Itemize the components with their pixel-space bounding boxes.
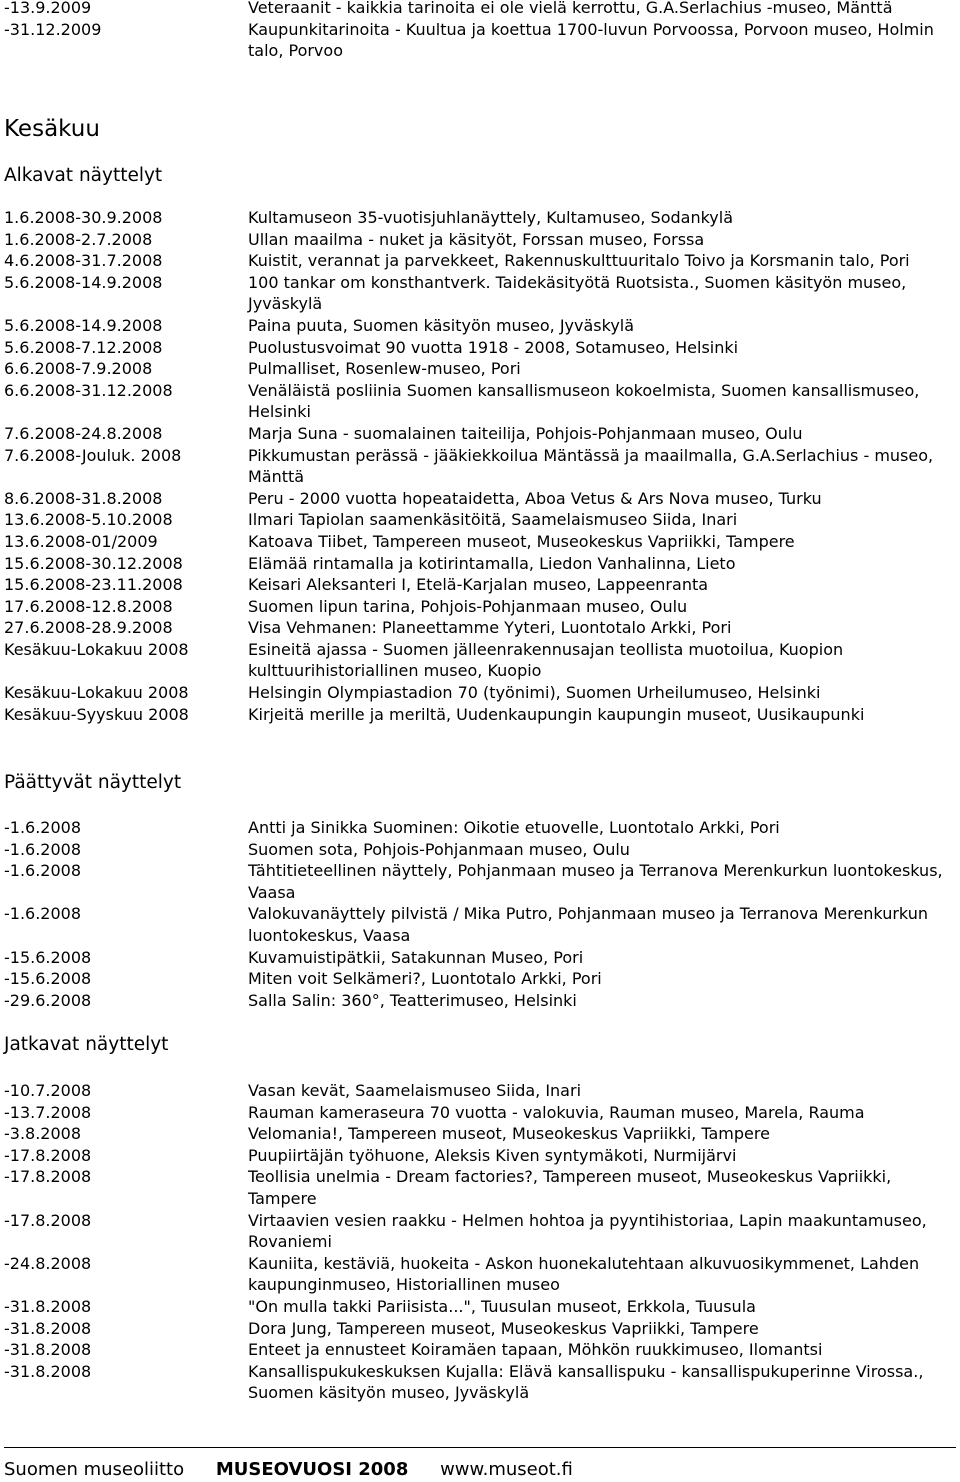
list-item bbox=[0, 617, 960, 639]
exhibition-date: -31.8.2008 bbox=[4, 1296, 92, 1316]
list-item bbox=[0, 903, 960, 946]
exhibition-text: Pikkumustan perässä - jääkiekkoilua Mäntässä ja maailmalla, G.A.Serlachius - museo, Mänttä bbox=[248, 445, 934, 487]
footer-url[interactable]: www.museot.fi bbox=[440, 1459, 573, 1480]
exhibition-text: Virtaavien vesien raakku - Helmen hohtoa ja pyyntihistoriaa, Lapin maakuntamuseo, Rovaniemi bbox=[248, 1210, 927, 1252]
exhibition-text: Velomania!, Tampereen museot, Museokeskus Vapriikki, Tampere bbox=[248, 1124, 770, 1144]
exhibition-text: Ullan maailma - nuket ja käsityöt, Forssan museo, Forssa bbox=[248, 229, 705, 249]
exhibition-date: 1.6.2008-2.7.2008 bbox=[4, 229, 153, 249]
exhibition-date: -17.8.2008 bbox=[4, 1167, 92, 1187]
list-item bbox=[0, 423, 960, 445]
exhibition-text: Kirjeitä merille ja meriltä, Uudenkaupungin kaupungin museot, Uusikaupunki bbox=[248, 704, 865, 724]
exhibition-text: Salla Salin: 360°, Teatterimuseo, Helsinki bbox=[248, 990, 577, 1010]
exhibition-text: Helsingin Olympiastadion 70 (työnimi), Suomen Urheilumuseo, Helsinki bbox=[248, 683, 821, 703]
list-item bbox=[0, 682, 960, 704]
exhibition-text: Esineitä ajassa - Suomen jälleenrakennusajan teollista muotoilua, Kuopion kulttuurihistoriallinen museo, Kuopio bbox=[248, 639, 844, 681]
exhibition-date: -17.8.2008 bbox=[4, 1210, 92, 1230]
list-item bbox=[0, 1253, 960, 1296]
exhibition-date: -10.7.2008 bbox=[4, 1081, 92, 1100]
list-item bbox=[0, 990, 960, 1012]
list-item bbox=[0, 1102, 960, 1124]
exhibition-date: -31.8.2008 bbox=[4, 1318, 92, 1338]
exhibition-text: Kauniita, kestäviä, huokeita - Askon huonekalutehtaan alkuvuosikymmenet, Lahden kaupunginmuseo, Historiallinen museo bbox=[248, 1253, 920, 1295]
exhibition-text: Pulmalliset, Rosenlew-museo, Pori bbox=[248, 359, 521, 379]
list-item bbox=[0, 1210, 960, 1253]
footer-title: MUSEOVUOSI 2008 bbox=[215, 1459, 409, 1480]
exhibition-text: Valokuvanäyttely pilvistä / Mika Putro, Pohjanmaan museo ja Terranova Merenkurkun luontokeskus, Vaasa bbox=[248, 904, 928, 945]
exhibition-text: Marja Suna - suomalainen taiteilija, Pohjois-Pohjanmaan museo, Oulu bbox=[248, 423, 803, 443]
exhibition-date: 17.6.2008-12.8.2008 bbox=[4, 596, 173, 616]
exhibition-date: 7.6.2008-Jouluk. 2008 bbox=[4, 445, 182, 465]
exhibition-date: -1.6.2008 bbox=[4, 839, 82, 859]
exhibition-text: Suomen sota, Pohjois-Pohjanmaan museo, Oulu bbox=[248, 839, 630, 859]
list-item bbox=[0, 445, 960, 488]
section-heading-alkavat: Alkavat näyttelyt bbox=[4, 165, 163, 186]
exhibition-text: Paina puuta, Suomen käsityön museo, Jyväskylä bbox=[248, 315, 635, 335]
section-list-jatkavat bbox=[0, 1080, 960, 1404]
exhibition-date: -15.6.2008 bbox=[4, 969, 92, 989]
exhibition-text: Keisari Aleksanteri I, Etelä-Karjalan museo, Lappeenranta bbox=[248, 575, 709, 595]
list-item bbox=[0, 0, 960, 19]
list-item bbox=[0, 553, 960, 575]
list-item bbox=[0, 968, 960, 990]
list-item bbox=[0, 358, 960, 380]
exhibition-date: -13.9.2009 bbox=[4, 0, 92, 17]
exhibition-text: Peru - 2000 vuotta hopeataidetta, Aboa Vetus & Ars Nova museo, Turku bbox=[248, 488, 822, 508]
exhibition-text: Tähtitieteellinen näyttely, Pohjanmaan museo ja Terranova Merenkurkun luontokeskus, Vaasa bbox=[248, 861, 943, 902]
list-item bbox=[0, 207, 960, 229]
list-item bbox=[0, 315, 960, 337]
exhibition-date: 6.6.2008-31.12.2008 bbox=[4, 380, 173, 400]
section-heading-paattyvat: Päättyvät näyttelyt bbox=[4, 772, 182, 793]
exhibition-text: Vasan kevät, Saamelaismuseo Siida, Inari bbox=[248, 1081, 582, 1100]
list-item bbox=[0, 1080, 960, 1102]
exhibition-date: 6.6.2008-7.9.2008 bbox=[4, 359, 153, 379]
exhibition-text: Veteraanit - kaikkia tarinoita ei ole vielä kerrottu, G.A.Serlachius -museo, Mänttä bbox=[248, 0, 893, 17]
list-item bbox=[0, 596, 960, 618]
exhibition-date: 13.6.2008-5.10.2008 bbox=[4, 510, 173, 530]
exhibition-text: Puupiirtäjän työhuone, Aleksis Kiven syntymäkoti, Nurmijärvi bbox=[248, 1145, 737, 1165]
list-item bbox=[0, 639, 960, 682]
section-heading-jatkavat: Jatkavat näyttelyt bbox=[4, 1034, 169, 1055]
footer-org: Suomen museoliitto bbox=[4, 1459, 185, 1480]
list-item bbox=[0, 947, 960, 969]
exhibition-text: Rauman kameraseura 70 vuotta - valokuvia, Rauman museo, Marela, Rauma bbox=[248, 1102, 865, 1122]
exhibition-date: Kesäkuu-Lokakuu 2008 bbox=[4, 639, 189, 659]
exhibition-date: Kesäkuu-Lokakuu 2008 bbox=[4, 683, 189, 703]
exhibition-date: 5.6.2008-7.12.2008 bbox=[4, 337, 163, 357]
exhibition-text: Elämää rintamalla ja kotirintamalla, Liedon Vanhalinna, Lieto bbox=[248, 553, 736, 573]
exhibition-date: 5.6.2008-14.9.2008 bbox=[4, 315, 163, 335]
month-heading: Kesäkuu bbox=[4, 116, 100, 142]
exhibition-text: Kaupunkitarinoita - Kuultua ja koettua 1700-luvun Porvoossa, Porvoon museo, Holmin talo, Porvoo bbox=[248, 19, 934, 61]
exhibition-date: -1.6.2008 bbox=[4, 904, 82, 924]
exhibition-text: "On mulla takki Pariisista...", Tuusulan museot, Erkkola, Tuusula bbox=[248, 1296, 756, 1316]
exhibition-date: -31.8.2008 bbox=[4, 1340, 92, 1360]
exhibition-date: -17.8.2008 bbox=[4, 1145, 92, 1165]
exhibition-text: Suomen lipun tarina, Pohjois-Pohjanmaan museo, Oulu bbox=[248, 596, 688, 616]
top-rows bbox=[0, 0, 960, 62]
exhibition-date: 4.6.2008-31.7.2008 bbox=[4, 251, 163, 271]
footer-divider bbox=[4, 1447, 956, 1448]
exhibition-text: 100 tankar om konsthantverk. Taidekäsityötä Ruotsista., Suomen käsityön museo, Jyväskylä bbox=[248, 272, 907, 314]
exhibition-date: -3.8.2008 bbox=[4, 1124, 82, 1144]
exhibition-date: 15.6.2008-30.12.2008 bbox=[4, 553, 183, 573]
list-item bbox=[0, 839, 960, 861]
exhibition-date: Kesäkuu-Syyskuu 2008 bbox=[4, 704, 189, 724]
list-item bbox=[0, 380, 960, 423]
section-list-paattyvat bbox=[0, 817, 960, 1011]
list-item bbox=[0, 509, 960, 531]
exhibition-date: 13.6.2008-01/2009 bbox=[4, 531, 158, 551]
list-item bbox=[0, 817, 960, 839]
list-item bbox=[0, 531, 960, 553]
exhibition-date: 27.6.2008-28.9.2008 bbox=[4, 618, 173, 638]
list-item bbox=[0, 860, 960, 903]
exhibition-date: -15.6.2008 bbox=[4, 947, 92, 967]
exhibition-date: 8.6.2008-31.8.2008 bbox=[4, 488, 163, 508]
exhibition-date: -31.8.2008 bbox=[4, 1361, 92, 1381]
exhibition-date: 5.6.2008-14.9.2008 bbox=[4, 272, 163, 292]
exhibition-text: Antti ja Sinikka Suominen: Oikotie etuovelle, Luontotalo Arkki, Pori bbox=[248, 818, 780, 837]
exhibition-text: Ilmari Tapiolan saamenkäsitöitä, Saamelaismuseo Siida, Inari bbox=[248, 510, 738, 530]
exhibition-text: Kuvamuistipätkii, Satakunnan Museo, Pori bbox=[248, 947, 584, 967]
exhibition-date: 1.6.2008-30.9.2008 bbox=[4, 208, 163, 227]
exhibition-date: 15.6.2008-23.11.2008 bbox=[4, 575, 183, 595]
list-item bbox=[0, 337, 960, 359]
exhibition-text: Miten voit Selkämeri?, Luontotalo Arkki, Pori bbox=[248, 969, 602, 989]
exhibition-text: Teollisia unelmia - Dream factories?, Tampereen museot, Museokeskus Vapriikki, Tampere bbox=[248, 1167, 892, 1208]
section-list-alkavat bbox=[0, 207, 960, 725]
list-item bbox=[0, 272, 960, 315]
exhibition-text: Kultamuseon 35-vuotisjuhlanäyttely, Kultamuseo, Sodankylä bbox=[248, 208, 733, 227]
exhibition-text: Enteet ja ennusteet Koiramäen tapaan, Möhkön ruukkimuseo, Ilomantsi bbox=[248, 1340, 823, 1360]
exhibition-date: 7.6.2008-24.8.2008 bbox=[4, 423, 163, 443]
exhibition-date: -13.7.2008 bbox=[4, 1102, 92, 1122]
exhibition-text: Katoava Tiibet, Tampereen museot, Museokeskus Vapriikki, Tampere bbox=[248, 531, 795, 551]
list-item bbox=[0, 1318, 960, 1340]
exhibition-text: Dora Jung, Tampereen museot, Museokeskus Vapriikki, Tampere bbox=[248, 1318, 759, 1338]
exhibition-date: -24.8.2008 bbox=[4, 1253, 92, 1273]
list-item bbox=[0, 250, 960, 272]
exhibition-text: Kuistit, verannat ja parvekkeet, Rakennuskulttuuritalo Toivo ja Korsmanin talo, Pori bbox=[248, 251, 910, 271]
exhibition-date: -31.12.2009 bbox=[4, 19, 102, 39]
footer bbox=[4, 1458, 599, 1482]
exhibition-date: -1.6.2008 bbox=[4, 818, 82, 837]
list-item bbox=[0, 704, 960, 726]
list-item bbox=[0, 1123, 960, 1145]
exhibition-text: Puolustusvoimat 90 vuotta 1918 - 2008, Sotamuseo, Helsinki bbox=[248, 337, 739, 357]
exhibition-text: Visa Vehmanen: Planeettamme Yyteri, Luontotalo Arkki, Pori bbox=[248, 618, 732, 638]
exhibition-text: Venäläistä posliinia Suomen kansallismuseon kokoelmista, Suomen kansallismuseo, Helsinki bbox=[248, 380, 920, 422]
list-item bbox=[0, 574, 960, 596]
list-item bbox=[0, 1296, 960, 1318]
list-item bbox=[0, 488, 960, 510]
exhibition-text: Kansallispukukeskuksen Kujalla: Elävä kansallispuku - kansallispukuperinne Virossa., Suomen käsityön museo, Jyväskylä bbox=[248, 1361, 924, 1403]
list-item bbox=[0, 1166, 960, 1209]
exhibition-date: -1.6.2008 bbox=[4, 861, 82, 881]
list-item bbox=[0, 1145, 960, 1167]
list-item bbox=[0, 1361, 960, 1404]
list-item bbox=[0, 19, 960, 62]
list-item bbox=[0, 1339, 960, 1361]
exhibition-date: -29.6.2008 bbox=[4, 990, 92, 1010]
list-item bbox=[0, 229, 960, 251]
